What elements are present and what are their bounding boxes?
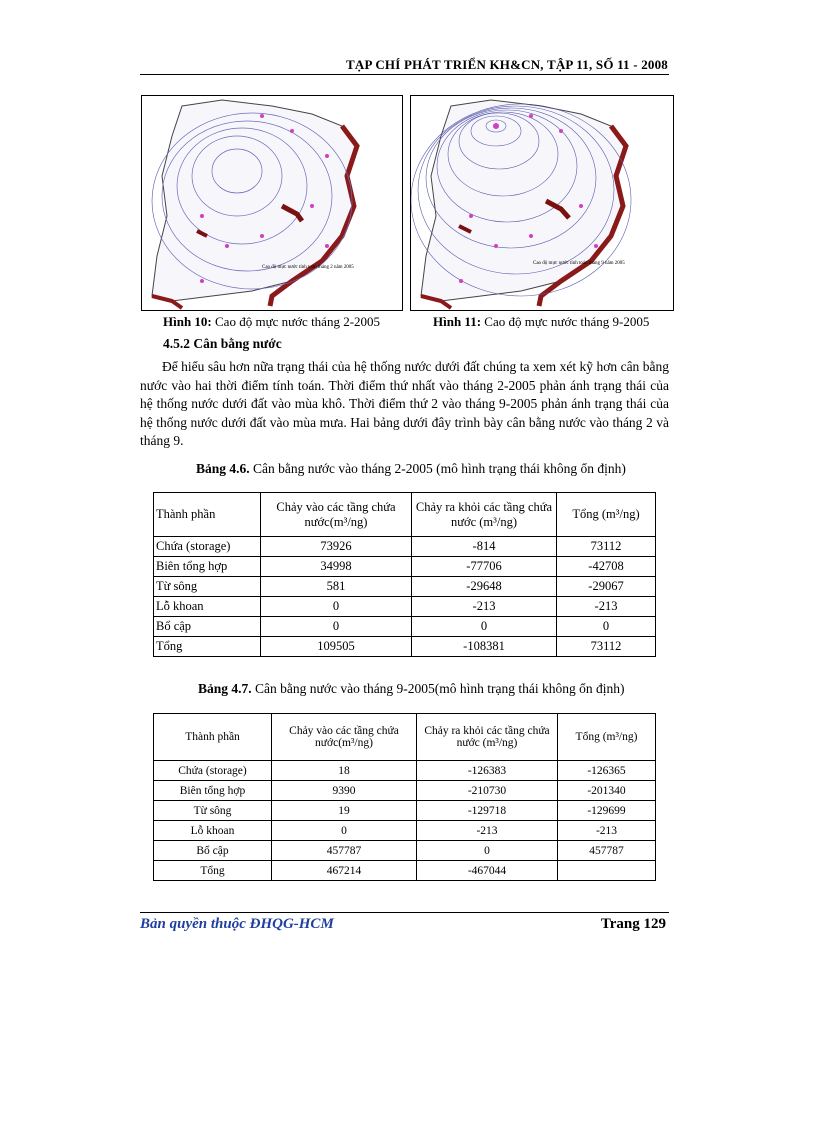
- cell: Chứa (storage): [154, 761, 272, 781]
- cell: -129699: [558, 801, 656, 821]
- body-paragraph: Để hiểu sâu hơn nữa trạng thái của hệ thống nước dưới đất chúng ta xem xét kỹ hơn cân bằng nước vào hai thời điểm tính toán. Thời điểm thứ nhất vào tháng 2-2005 phản ánh trạng thái của hệ thống nước dưới đất vào mùa khô. Thời điểm thứ 2 vào tháng 9-2005 phản ánh trạng thái của hệ thống nước dưới đất vào mùa mưa. Hai bảng dưới đây trình bày cân bằng nước vào tháng 2 và tháng 9.: [140, 359, 669, 448]
- cell: -201340: [558, 781, 656, 801]
- cell: Bổ cập: [154, 841, 272, 861]
- journal-header: TẠP CHÍ PHÁT TRIỂN KH&CN, TẬP 11, SỐ 11 - 2008: [346, 57, 668, 72]
- cell: 34998: [261, 557, 412, 577]
- figure-10-caption: [163, 314, 380, 330]
- figure-10-inset-label: Cao độ mực nước tính toán tháng 2 năm 2005: [262, 265, 354, 270]
- cell: 0: [272, 821, 417, 841]
- cell: 0: [412, 617, 557, 637]
- figure-11-text: Cao độ mực nước tháng 9-2005: [481, 314, 650, 329]
- cell: [558, 861, 656, 881]
- header-cell: Chảy ra khỏi các tầng chứa nước (m³/ng): [412, 493, 557, 537]
- cell: 467214: [272, 861, 417, 881]
- table-row: [154, 841, 656, 861]
- cell: Biên tổng hợp: [154, 781, 272, 801]
- cell: Lỗ khoan: [154, 597, 261, 617]
- water-balance-table-sep: [153, 713, 656, 881]
- cell: 109505: [261, 637, 412, 657]
- cell: -210730: [417, 781, 558, 801]
- cell: Lỗ khoan: [154, 821, 272, 841]
- cell: -213: [412, 597, 557, 617]
- cell: -129718: [417, 801, 558, 821]
- cell: 0: [261, 617, 412, 637]
- cell: -29067: [557, 577, 656, 597]
- cell: Tổng: [154, 637, 261, 657]
- figure-10-text: Cao độ mực nước tháng 2-2005: [211, 314, 381, 329]
- cell: -108381: [412, 637, 557, 657]
- header-cell: Tổng (m³/ng): [558, 714, 656, 761]
- cell: 0: [261, 597, 412, 617]
- footer-rule: [140, 912, 669, 913]
- header-rule: [140, 74, 669, 75]
- contour-map-sep: [411, 96, 673, 310]
- cell: 9390: [272, 781, 417, 801]
- section-title: 4.5.2 Cân bằng nước: [163, 336, 282, 351]
- cell: 19: [272, 801, 417, 821]
- cell: 457787: [272, 841, 417, 861]
- cell: -213: [557, 597, 656, 617]
- cell: -29648: [412, 577, 557, 597]
- table-header-row: [154, 714, 656, 761]
- header-cell: Chảy vào các tầng chứa nước(m³/ng): [261, 493, 412, 537]
- cell: 73926: [261, 537, 412, 557]
- cell: -42708: [557, 557, 656, 577]
- cell: 18: [272, 761, 417, 781]
- table-row: [154, 617, 656, 637]
- cell: Tổng: [154, 861, 272, 881]
- cell: -213: [417, 821, 558, 841]
- header-cell: Chảy ra khỏi các tầng chứa nước (m³/ng): [417, 714, 558, 761]
- figure-10-map: [141, 95, 403, 311]
- cell: -814: [412, 537, 557, 557]
- table-2-title-text: Cân bằng nước vào tháng 9-2005(mô hình trạng thái không ổn định): [251, 681, 625, 696]
- cell: Chứa (storage): [154, 537, 261, 557]
- table-row: [154, 577, 656, 597]
- figure-11-label: Hình 11:: [433, 314, 482, 329]
- header-cell: Thành phần: [154, 493, 261, 537]
- table-row: [154, 781, 656, 801]
- water-balance-table-feb: [153, 492, 656, 657]
- cell: 457787: [558, 841, 656, 861]
- cell: -126383: [417, 761, 558, 781]
- cell: Từ sông: [154, 577, 261, 597]
- table-row: [154, 637, 656, 657]
- figure-11-inset-label: Cao độ mực nước tính toán tháng 9 năm 2005: [533, 261, 625, 266]
- table-1-label: Bảng 4.6.: [196, 461, 250, 476]
- header-cell: Tổng (m³/ng): [557, 493, 656, 537]
- table-row: [154, 557, 656, 577]
- cell: Bổ cập: [154, 617, 261, 637]
- table-row: [154, 801, 656, 821]
- cell: Từ sông: [154, 801, 272, 821]
- table-row: [154, 821, 656, 841]
- table-header-row: [154, 493, 656, 537]
- copyright-text: Bản quyền thuộc ĐHQG-HCM: [140, 916, 334, 932]
- table-2-title: [198, 681, 625, 697]
- page-number: Trang 129: [600, 916, 666, 932]
- figure-11-caption: [433, 314, 649, 330]
- cell: 0: [557, 617, 656, 637]
- table-row: [154, 597, 656, 617]
- table-2-label: Bảng 4.7.: [198, 681, 252, 696]
- figure-10-label: Hình 10:: [163, 314, 212, 329]
- header-cell: Chảy vào các tầng chứa nước(m³/ng): [272, 714, 417, 761]
- cell: 73112: [557, 537, 656, 557]
- cell: 73112: [557, 637, 656, 657]
- cell: 0: [417, 841, 558, 861]
- header-cell: Thành phần: [154, 714, 272, 761]
- table-row: [154, 537, 656, 557]
- cell: Biên tổng hợp: [154, 557, 261, 577]
- cell: 581: [261, 577, 412, 597]
- table-row: [154, 761, 656, 781]
- table-1-title: [196, 461, 626, 477]
- cell: -467044: [417, 861, 558, 881]
- table-row: [154, 861, 656, 881]
- cell: -77706: [412, 557, 557, 577]
- cell: -126365: [558, 761, 656, 781]
- contour-map-feb: [142, 96, 402, 310]
- figure-11-map: [410, 95, 674, 311]
- cell: -213: [558, 821, 656, 841]
- table-1-title-text: Cân bằng nước vào tháng 2-2005 (mô hình trạng thái không ổn định): [249, 461, 626, 476]
